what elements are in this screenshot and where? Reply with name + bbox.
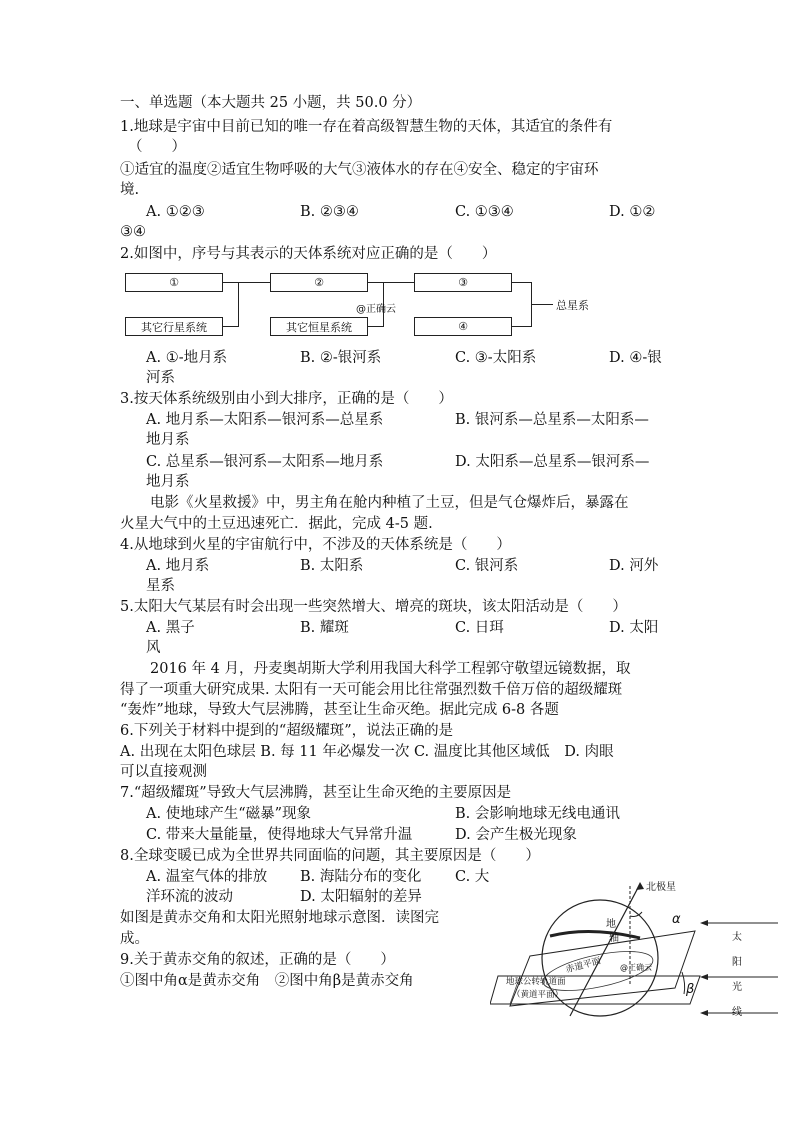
q8-option-c[interactable]: C. 大: [455, 869, 490, 885]
connector-line: [531, 304, 553, 305]
diagram-total-label: 总星系: [556, 299, 589, 312]
q2-stem: 2.如图中，序号与其表示的天体系统对应正确的是（ ）: [120, 246, 497, 262]
passage-2-line-1: 2016 年 4 月，丹麦奥胡斯大学利用我国大科学工程郭守敬望远镜数据，取: [150, 661, 631, 677]
q5-option-b[interactable]: B. 耀斑: [300, 620, 349, 636]
q1-option-a[interactable]: A. ①②③: [146, 204, 205, 220]
q2-option-d[interactable]: D. ④-银: [609, 350, 662, 366]
connector-line: [238, 282, 239, 327]
q8-option-a[interactable]: A. 温室气体的排放: [146, 869, 268, 885]
q3-option-b[interactable]: B. 银河系—总星系—太阳系—: [455, 412, 649, 428]
q7-option-d[interactable]: D. 会产生极光现象: [455, 827, 577, 843]
q5-option-c[interactable]: C. 日珥: [455, 620, 504, 636]
section-heading: 一、单选题（本大题共 25 小题，共 50.0 分）: [120, 95, 422, 111]
diagram-box-3: ③: [414, 273, 512, 292]
q3-stem: 3.按天体系统级别由小到大排序，正确的是（ ）: [120, 391, 453, 407]
connector-line: [511, 326, 531, 327]
q8-option-b[interactable]: B. 海陆分布的变化: [300, 869, 422, 885]
q6-options[interactable]: A. 出现在太阳色球层 B. 每 11 年必爆发一次 C. 温度比其他区域低 D. 肉眼: [120, 744, 614, 760]
q7-option-c[interactable]: C. 带来大量能量，使得地球大气异常升温: [146, 827, 413, 843]
figure-north-star-label: 北极星: [646, 882, 676, 893]
passage-3-line-1: 如图是黄赤交角和太阳光照射地球示意图．读图完: [120, 910, 439, 926]
q3-option-d-cont: 地月系: [146, 474, 190, 490]
connector-line: [383, 282, 414, 283]
q1-option-b[interactable]: B. ②③④: [300, 204, 359, 220]
q7-option-b[interactable]: B. 会影响地球无线电通讯: [455, 806, 620, 822]
q4-option-a[interactable]: A. 地月系: [146, 558, 210, 574]
diagram-box-1: ①: [125, 273, 223, 292]
q1-stem: 1.地球是宇宙中目前已知的唯一存在着高级智慧生物的天体，其适宜的条件有: [120, 119, 613, 135]
q1-option-c[interactable]: C. ①③④: [455, 204, 514, 220]
figure-sun-label-4: 线: [732, 1007, 742, 1018]
connector-line: [238, 282, 270, 283]
connector-line: [222, 326, 238, 327]
q8-option-c-cont: 洋环流的波动: [146, 889, 233, 905]
q7-stem: 7.“超级耀斑”导致大气层沸腾，甚至让生命灭绝的主要原因是: [120, 785, 512, 801]
q2-option-c[interactable]: C. ③-太阳系: [455, 350, 537, 366]
connector-line: [511, 282, 531, 283]
passage-3-line-2: 成。: [120, 931, 149, 947]
figure-earth-axis-label-1: 地: [606, 919, 616, 930]
passage-1-line-2: 火星大气中的土豆迅速死亡．据此，完成 4-5 题.: [120, 516, 433, 532]
figure-alpha-label: α: [672, 912, 681, 927]
diagram-box-other-stars: 其它恒星系统: [270, 317, 368, 336]
q8-stem: 8.全球变暖已成为全世界共同面临的问题，其主要原因是（ ）: [120, 848, 540, 864]
q9-stem: 9.关于黄赤交角的叙述，正确的是（ ）: [120, 952, 395, 968]
q5-option-d-cont: 风: [146, 640, 161, 656]
q1-option-d[interactable]: D. ①②: [609, 204, 656, 220]
connector-line: [222, 282, 238, 283]
q3-option-d[interactable]: D. 太阳系—总星系—银河系—: [455, 454, 650, 470]
figure-earth-axis-label-2: 轴: [609, 933, 619, 944]
figure-orbit-plane-label-2: （黄道平面）: [512, 990, 564, 1000]
diagram-box-2: ②: [270, 273, 368, 292]
q3-option-a[interactable]: A. 地月系—太阳系—银河系—总星系: [146, 412, 384, 428]
figure-sun-label-2: 阳: [732, 957, 742, 968]
connector-line: [367, 282, 383, 283]
q1-items: ①适宜的温度②适宜生物呼吸的大气③液体水的存在④安全、稳定的宇宙环: [120, 162, 599, 178]
q5-stem: 5.太阳大气某层有时会出现一些突然增大、增亮的斑块，该太阳活动是（ ）: [120, 599, 627, 615]
figure-equator-plane-label: 赤道平面: [564, 956, 603, 976]
diagram-box-other-planets: 其它行星系统: [125, 317, 223, 336]
diagram-watermark: @正确云: [356, 304, 396, 315]
figure-watermark: @正确云: [620, 963, 652, 972]
passage-1-line-1: 电影《火星救援》中，男主角在舱内种植了土豆，但是气仓爆炸后，暴露在: [150, 495, 629, 511]
q3-option-b-cont: 地月系: [146, 432, 190, 448]
q3-option-c[interactable]: C. 总星系—银河系—太阳系—地月系: [146, 454, 384, 470]
q2-option-a[interactable]: A. ①-地月系: [146, 350, 228, 366]
q4-option-c[interactable]: C. 银河系: [455, 558, 519, 574]
q8-option-d[interactable]: D. 太阳辐射的差异: [300, 889, 422, 905]
north-star-arrow: [636, 882, 644, 890]
q5-option-a[interactable]: A. 黑子: [146, 620, 195, 636]
connector-line: [367, 326, 383, 327]
q6-stem: 6.下列关于材料中提到的“超级耀斑”，说法正确的是: [120, 723, 454, 739]
q6-options-cont: 可以直接观测: [120, 764, 207, 780]
q9-statements: ①图中角α是黄赤交角 ②图中角β是黄赤交角: [120, 973, 414, 989]
figure-sun-label-3: 光: [732, 982, 742, 993]
q4-option-b[interactable]: B. 太阳系: [300, 558, 364, 574]
q1-items-cont: 境.: [120, 182, 140, 198]
q5-option-d[interactable]: D. 太阳: [609, 620, 659, 636]
q1-option-d-cont: ③④: [120, 224, 146, 240]
passage-2-line-2: 得了一项重大研究成果. 太阳有一天可能会用比往常强烈数千倍万倍的超级耀斑: [120, 682, 623, 698]
q2-option-b[interactable]: B. ②-银河系: [300, 350, 382, 366]
figure-beta-label: β: [686, 982, 695, 997]
passage-2-line-3: “轰炸”地球，导致大气层沸腾，甚至让生命灭绝。据此完成 6-8 各题: [120, 702, 559, 718]
q2-option-d-cont: 河系: [146, 370, 175, 386]
figure-sun-label-1: 太: [732, 932, 742, 943]
diagram-box-4: ④: [414, 317, 512, 336]
q4-option-d[interactable]: D. 河外: [609, 558, 659, 574]
q4-stem: 4.从地球到火星的宇宙航行中，不涉及的天体系统是（ ）: [120, 537, 511, 553]
figure-orbit-plane-label-1: 地球公转轨道面: [506, 977, 566, 987]
q4-option-d-cont: 星系: [146, 578, 175, 594]
q7-option-a[interactable]: A. 使地球产生“磁暴”现象: [146, 806, 312, 822]
q1-paren: （ ）: [128, 139, 186, 155]
